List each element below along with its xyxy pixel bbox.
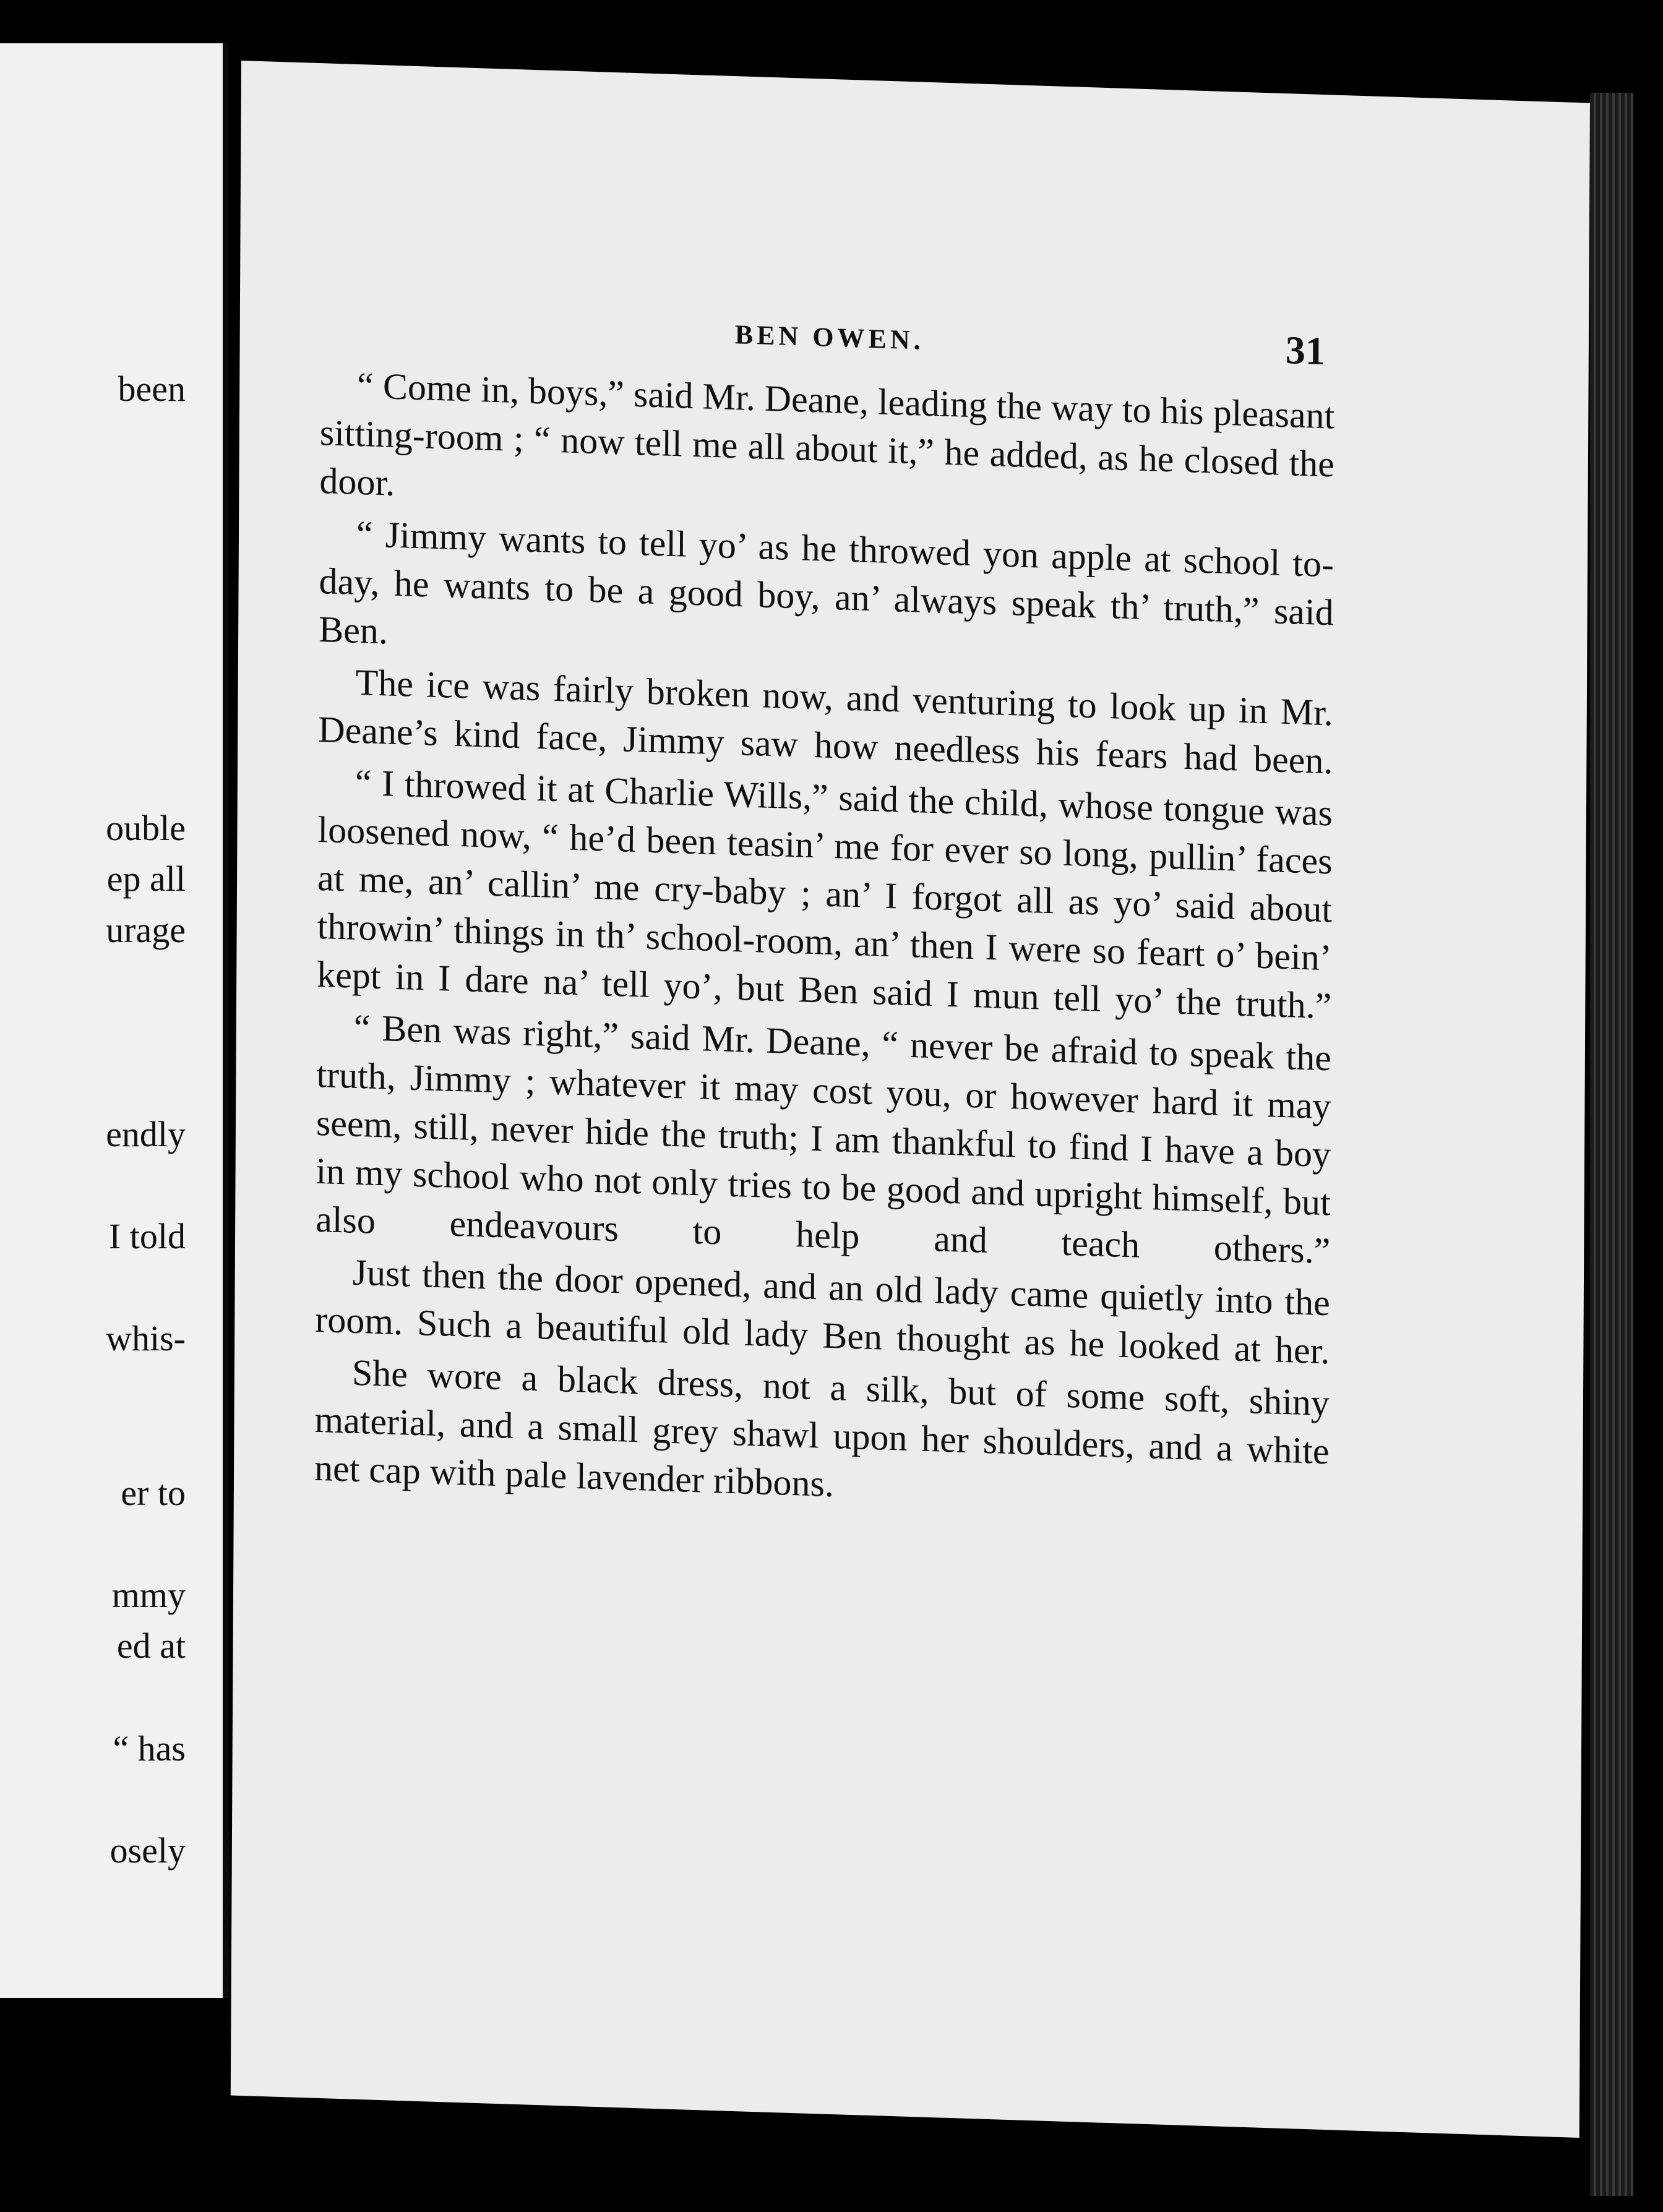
book-page-edges: [1590, 93, 1633, 2196]
left-page-line: “ has: [113, 1728, 186, 1768]
left-page-line: endly: [106, 1114, 186, 1154]
left-page-line: ep all: [106, 859, 186, 899]
left-page-line: er to: [121, 1473, 186, 1513]
paragraph: “ I throwed it at Charlie Wills,” said the child, whose tongue was loosened now, “ he’d been teasin’ me for ever so long, pullin’ faces at me, an’ callin’ me cry-baby ; an’ I forgot all as yo’ said about throwin’ things in th’ school-room, an’ then I were so feart o’ bein’ kept in I dare na’ tell yo’, but Ben said I mun tell yo’ the truth.”: [317, 761, 1333, 1027]
running-head: [240, 303, 1589, 374]
left-page-line: whis-: [106, 1318, 186, 1358]
running-title: BEN OWEN.: [734, 319, 924, 356]
paragraph: “ Jimmy wants to tell yo’ as he throwed yon apple at school to-day, he wants to be a good boy, an’ always speak th’ truth,” said Ben.: [319, 513, 1334, 652]
left-page-line: ed at: [116, 1626, 186, 1666]
left-page-line: I told: [108, 1216, 186, 1256]
book-page: [231, 61, 1590, 2138]
body-text: [314, 360, 1335, 1527]
paragraph: “ Ben was right,” said Mr. Deane, “ never be afraid to speak the truth, Jimmy ; whatever it may cost you, or however hard it may seem, still, never hide the truth; I am thankful to find I have a boy in my school who not only tries to be good and upright himself, but also endeavours to help and teach others.”: [316, 1006, 1331, 1272]
page-number: 31: [1285, 328, 1325, 374]
paragraph: Just then the door opened, and an old lady came quietly into the room. Such a beautiful old lady Ben thought as he looked at her.: [315, 1251, 1330, 1372]
left-page-line: osely: [110, 1830, 186, 1871]
left-page-line: ouble: [106, 808, 186, 848]
left-page-line: mmy: [111, 1575, 186, 1615]
left-page: [0, 43, 229, 1998]
paragraph: She wore a black dress, not a silk, but of some soft, shiny material, and a small grey shawl upon her shoulders, and a white net cap with pale lavender ribbons.: [314, 1352, 1330, 1505]
left-page-line: been: [118, 369, 186, 409]
paragraph: “ Come in, boys,” said Mr. Deane, leading the way to his pleasant sitting-room ; “ now tell me all about it,” he added, as he closed the door.: [319, 364, 1335, 504]
paragraph: The ice was fairly broken now, and venturing to look up in Mr. Deane’s kind face, Jimmy saw how needless his fears had been.: [318, 661, 1333, 782]
left-page-line: urage: [106, 910, 186, 950]
